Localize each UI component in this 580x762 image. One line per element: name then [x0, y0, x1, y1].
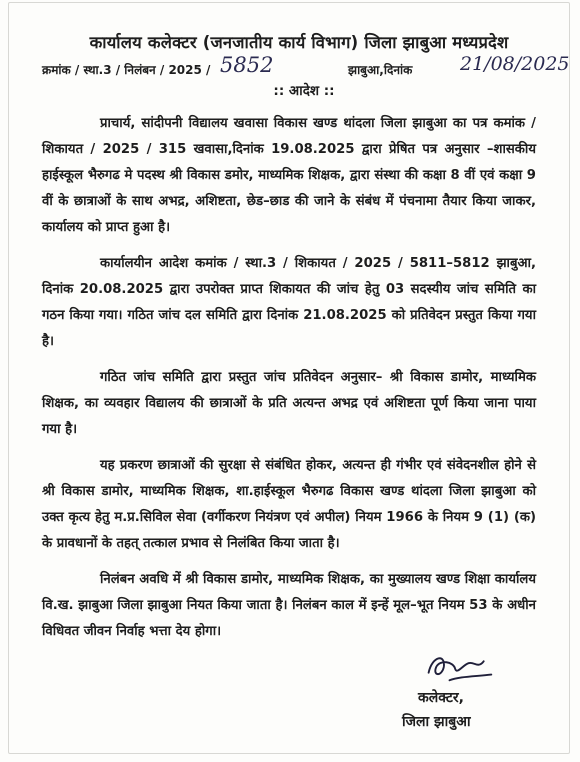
order-heading: :: आदेश :: [273, 83, 335, 99]
paragraph-inquiry-findings: गठित जांच समिति द्वारा प्रस्तुत जांच प्रतिवेदन अनुसार– श्री विकास डामोर, माध्यमिक शिक्षक, का व्यवहार विद्यालय की छात्राओं के प्रति अत्यन्त अभद्र एवं अशिष्टता पूर्ण किया जाना पाया गया है। [42, 370, 536, 437]
office-title: कार्यालय कलेक्टर (जनजातीय कार्य विभाग) जिला झाबुआ मध्यप्रदेश [89, 33, 509, 52]
signature-block [400, 648, 540, 734]
reference-row [42, 53, 570, 81]
paragraph-suspension-order: यह प्रकरण छात्राओं की सुरक्षा से संबंधित होकर, अत्यन्त ही गंभीर एवं संवेदनशील होने से श्री विकास डामोर, माध्यमिक शिक्षक, शा.हाईस्कूल भैरुगढ विकास खण्ड थांदला जिला झाबुआ को उक्त कृत्य हेतु म.प्र.सिविल सेवा (वर्गीकरण नियंत्रण एवं अपील) नियम 1966 के नियम 9 (1) (क) के प्रावधानों के तहत् तत्काल प्रभाव से निलंबित किया जाता है। [42, 458, 536, 551]
place-date-label: झाबुआ,दिनांक [348, 63, 413, 77]
paragraph-headquarters-allowance: निलंबन अवधि में श्री विकास डामोर, माध्यमिक शिक्षक, का मुख्यालय खण्ड शिक्षा कार्यालय वि.ख. झाबुआ जिला झाबुआ नियत किया जाता है। निलंबन काल में इन्हें मूल–भूत नियम 53 के अधीन विधिवत जीवन निर्वाह भत्ता देय होगा। [42, 572, 536, 639]
signatory-district: जिला झाबुआ [402, 714, 471, 730]
reference-prefix: क्रमांक / स्था.3 / निलंबन / 2025 / [42, 63, 211, 77]
paragraph-complaint: प्राचार्य, सांदीपनी विद्यालय खवासा विकास खण्ड थांदला जिला झाबुआ का पत्र कमांक / शिकायत / 2025 / 315 खवासा,दिनांक 19.08.2025 द्वारा प्रेषित पत्र अनुसार –शासकीय हाईस्कूल भैरुगढ मे पदस्थ श्री विकास डमोर, माध्यमिक शिक्षक, द्वारा संस्था की कक्षा 8 वीं एवं कक्षा 9 वीं के छात्राओं के साथ अभद्र, अशिष्टता, छेड–छाड की जाने के संबंध में पंचनामा तैयार किया जाकर, कार्यालय को प्राप्त हुआ है। [42, 116, 536, 235]
handwritten-date: 21/08/2025 [460, 53, 570, 75]
handwritten-reference-number: 5852 [220, 53, 274, 77]
signatory-designation: कलेक्टर, [418, 690, 464, 706]
paragraph-inquiry-committee: कार्यालयीन आदेश कमांक / स्था.3 / शिकायत / 2025 / 5811–5812 झाबुआ, दिनांक 20.08.2025 द्वारा उपरोक्त प्राप्त शिकायत की जांच हेतु 03 सदस्यीय जांच समिति का गठन किया गया। गठित जांच दल समिति द्वारा दिनांक 21.08.2025 को प्रतिवेदन प्रस्तुत किया गया है। [42, 256, 536, 349]
page-border [8, 2, 570, 754]
handwritten-signature [420, 648, 498, 686]
